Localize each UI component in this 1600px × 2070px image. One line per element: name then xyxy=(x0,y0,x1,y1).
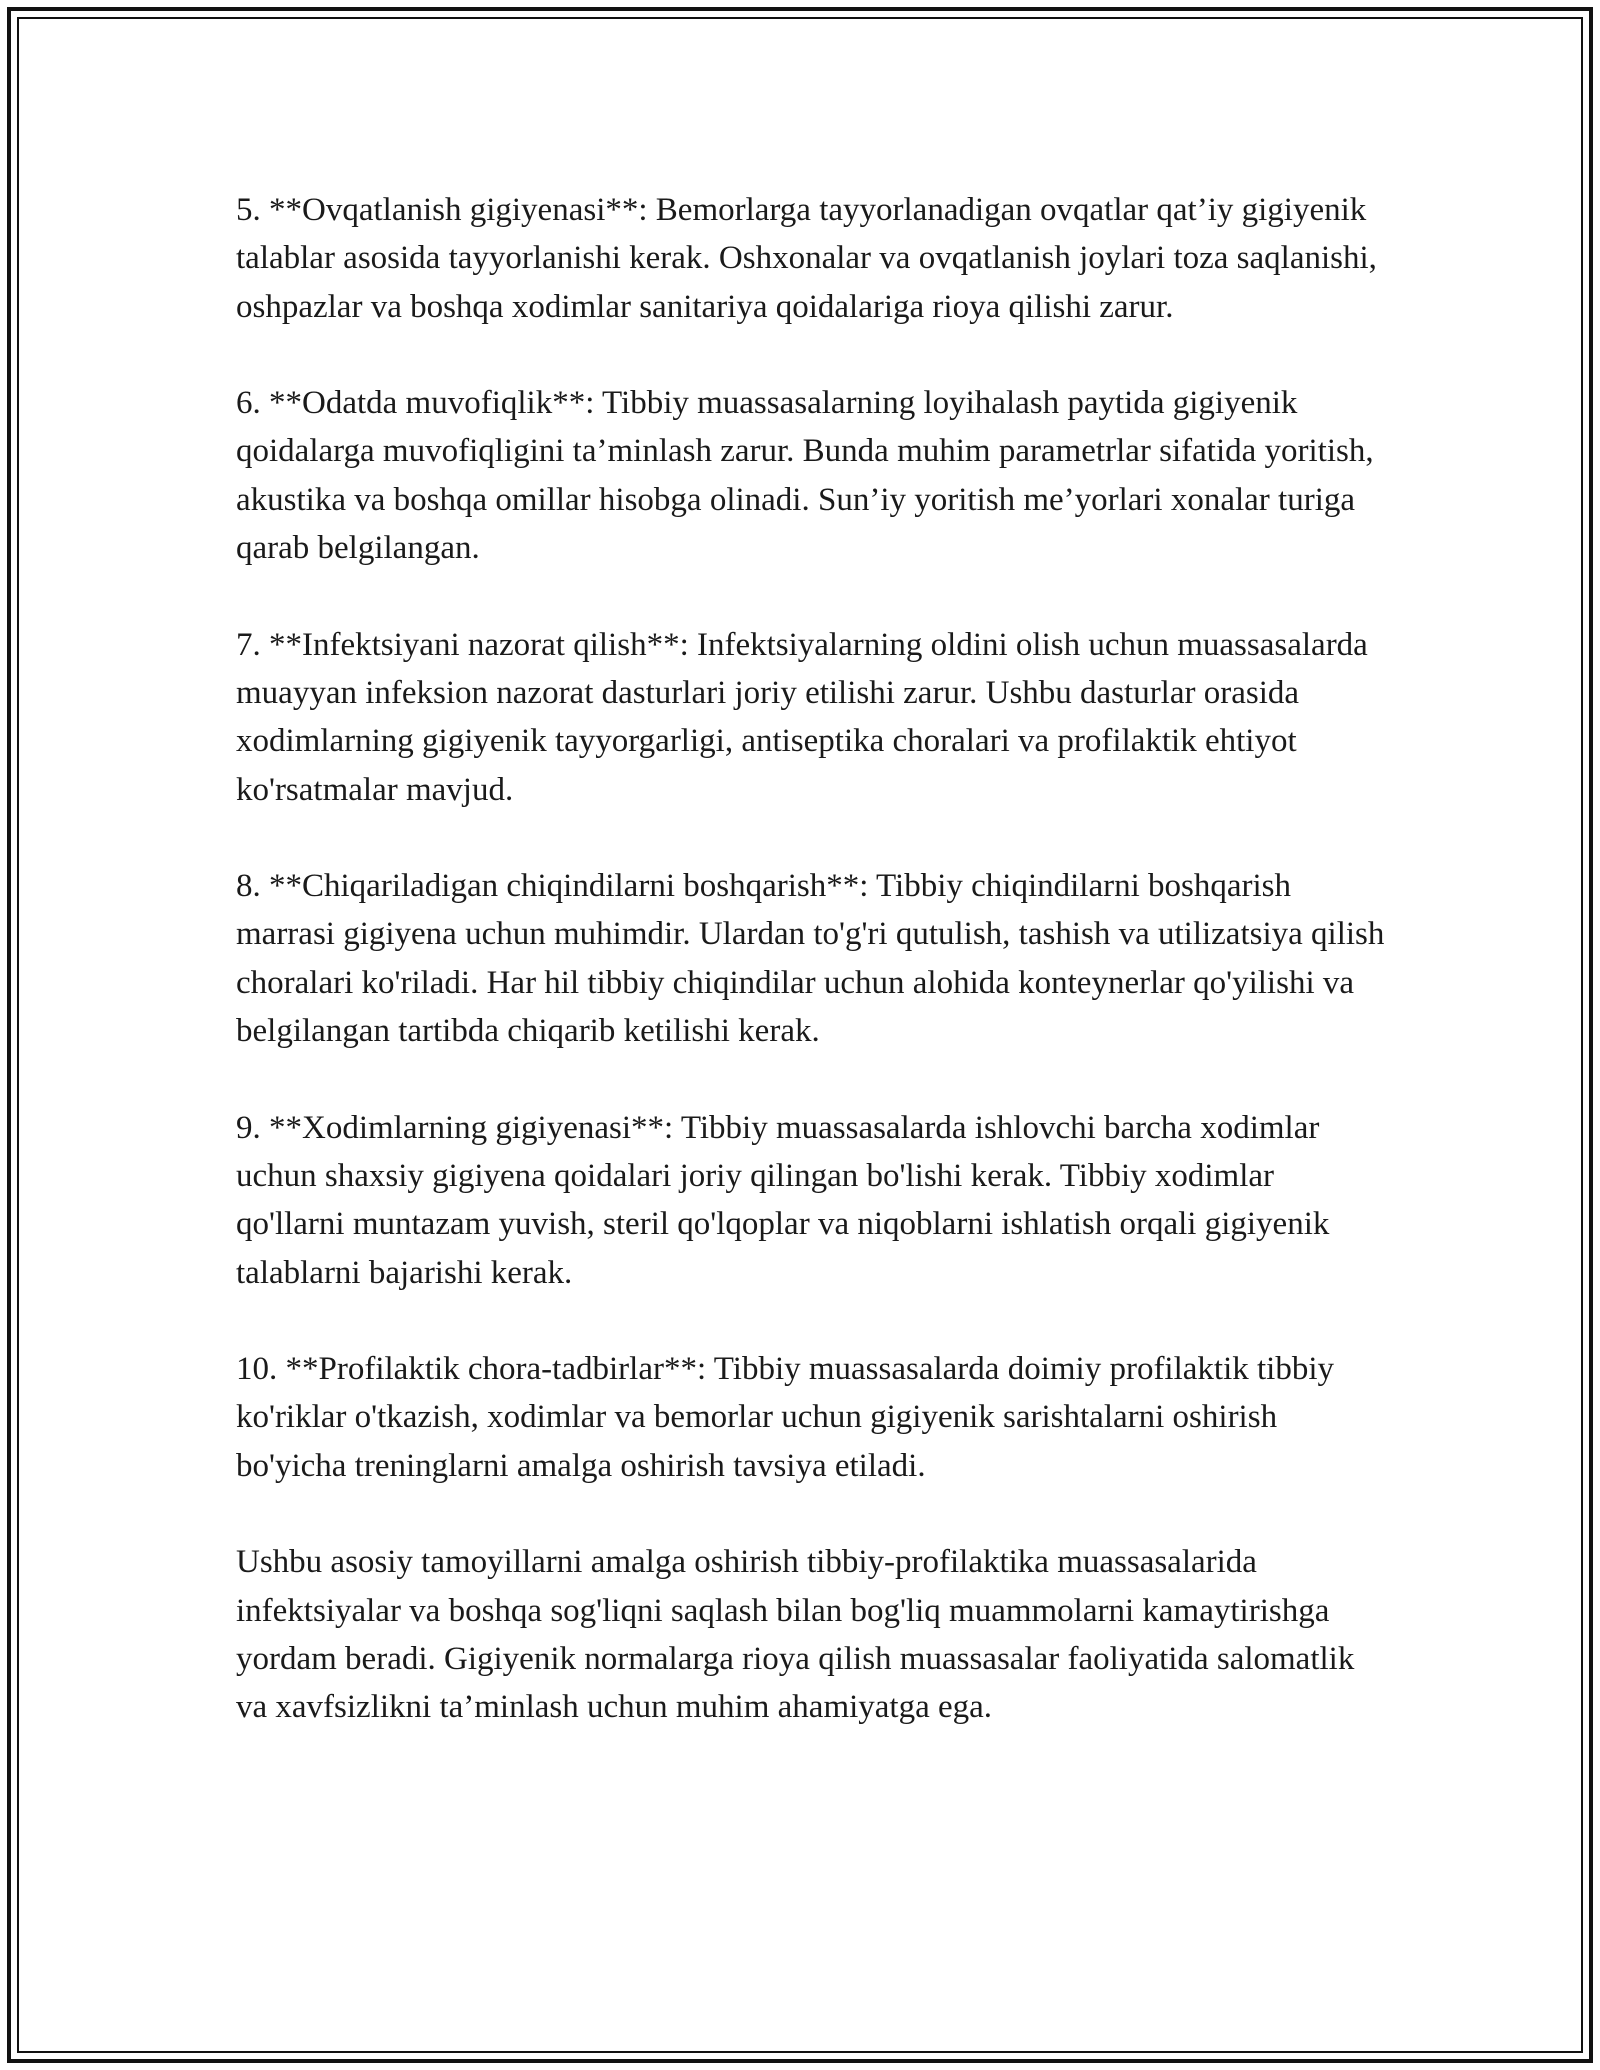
document-body xyxy=(236,186,1386,1732)
paragraph-item-6: 6. **Odatda muvofiqlik**: Tibbiy muassasalarning loyihalash paytida gigiyenik qoidalarga muvofiqligini ta’minlash zarur. Bunda muhim parametrlar sifatida yoritish, akustika va boshqa omillar hisobga olinadi. Sun’iy yoritish me’yorlari xonalar turiga qarab belgilangan. xyxy=(236,385,1374,567)
paragraph-item-9: 9. **Xodimlarning gigiyenasi**: Tibbiy muassasalarda ishlovchi barcha xodimlar uchun shaxsiy gigiyena qoidalari joriy qilingan bo'lishi kerak. Tibbiy xodimlar qo'llarni muntazam yuvish, steril qo'lqoplar va niqoblarni ishlatish orqali gigiyenik talablarni bajarishi kerak. xyxy=(236,1109,1330,1291)
paragraph-item-8: 8. **Chiqariladigan chiqindilarni boshqarish**: Tibbiy chiqindilarni boshqarish marrasi gigiyena uchun muhimdir. Ulardan to'g'ri qutulish, tashish va utilizatsiya qilish choralari ko'riladi. Har hil tibbiy chiqindilar uchun alohida konteynerlar qo'yilishi va belgilangan tartibda chiqarib ketilishi kerak. xyxy=(236,868,1385,1050)
paragraph-item-7: 7. **Infektsiyani nazorat qilish**: Infektsiyalarning oldini olish uchun muassasalarda muayyan infeksion nazorat dasturlari joriy etilishi zarur. Ushbu dasturlar orasida xodimlarning gigiyenik tayyorgarligi, antiseptika choralari va profilaktik ehtiyot ko'rsatmalar mavjud. xyxy=(236,626,1368,808)
paragraph-item-10: 10. **Profilaktik chora-tadbirlar**: Tibbiy muassasalarda doimiy profilaktik tibbiy ko'riklar o'tkazish, xodimlar va bemorlar uchun gigiyenik sarishtalarni oshirish bo'yicha treninglarni amalga oshirish tavsiya etiladi. xyxy=(236,1351,1335,1484)
paragraph-item-5: 5. **Ovqatlanish gigiyenasi**: Bemorlarga tayyorlanadigan ovqatlar qat’iy gigiyenik talablar asosida tayyorlanishi kerak. Oshxonalar va ovqatlanish joylari toza saqlanishi, oshpazlar va boshqa xodimlar sanitariya qoidalariga rioya qilishi zarur. xyxy=(236,192,1377,325)
paragraph-conclusion: Ushbu asosiy tamoyillarni amalga oshirish tibbiy-profilaktika muassasalarida infektsiyalar va boshqa sog'liqni saqlash bilan bog'liq muammolarni kamaytirishga yordam beradi. Gigiyenik normalarga rioya qilish muassasalar faoliyatida salomatlik va xavfsizlikni ta’minlash uchun muhim ahamiyatga ega. xyxy=(236,1544,1355,1726)
